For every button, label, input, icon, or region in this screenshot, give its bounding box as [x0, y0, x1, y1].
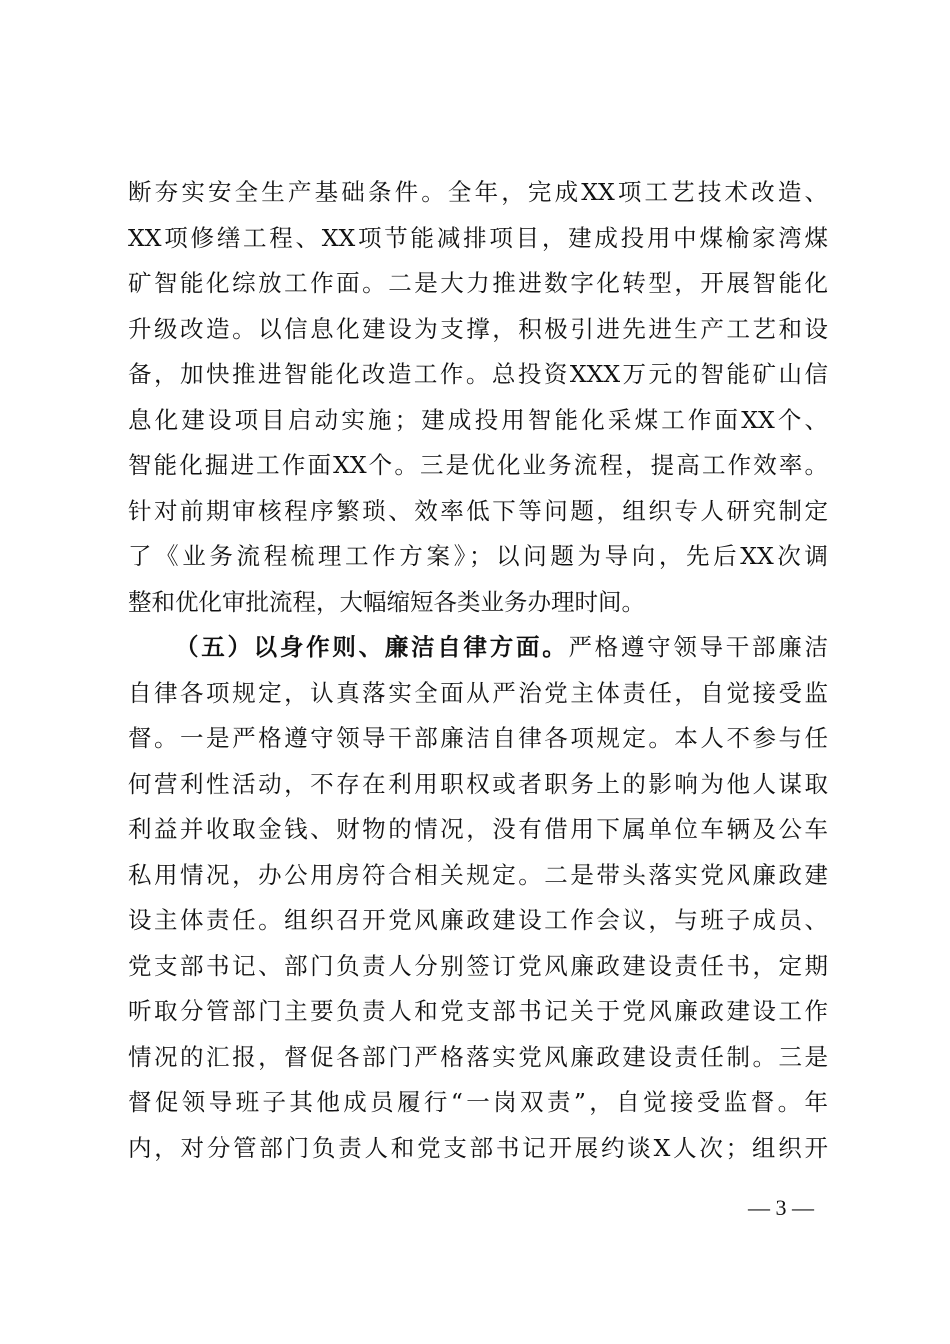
section-5-first-line-text: 严格遵守领导干部廉洁 [568, 633, 828, 661]
paragraph-line: 私用情况，办公用房符合相关规定。二是带头落实党风廉政建 [128, 860, 828, 889]
paragraph-line: 备，加快推进智能化改造工作。总投资XXX万元的智能矿山信 [128, 360, 828, 388]
paragraph-line: 自律各项规定，认真落实全面从严治党主体责任，自觉接受监 [128, 678, 828, 707]
paragraph-line: 设主体责任。组织召开党风廉政建设工作会议，与班子成员、 [128, 906, 828, 934]
paragraph-line: 升级改造。以信息化建设为支撑，积极引进先进生产工艺和设 [128, 314, 828, 343]
body-text [128, 170, 828, 1171]
page-number: — 3 — [748, 1195, 814, 1220]
paragraph-line: 内，对分管部门负责人和党支部书记开展约谈X人次；组织开 [128, 1133, 828, 1162]
paragraph-line: 断夯实安全生产基础条件。全年，完成XX项工艺技术改造、 [128, 178, 828, 206]
paragraph-line: XX项修缮工程、XX项节能减排项目，建成投用中煤榆家湾煤 [128, 223, 828, 252]
paragraph-line: 何营利性活动，不存在利用职权或者职务上的影响为他人谋取 [128, 769, 828, 798]
paragraph-line: 督。一是严格遵守领导干部廉洁自律各项规定。本人不参与任 [128, 724, 828, 752]
paragraph-line: 智能化掘进工作面XX个。三是优化业务流程，提高工作效率。 [128, 451, 828, 479]
paragraph-line: 整和优化审批流程，大幅缩短各类业务办理时间。 [128, 587, 645, 616]
paragraph-line: 党支部书记、部门负责人分别签订党风廉政建设责任书，定期 [128, 951, 828, 980]
paragraph-line: 利益并收取金钱、财物的情况，没有借用下属单位车辆及公车 [128, 815, 828, 843]
paragraph-line: 情况的汇报，督促各部门严格落实党风廉政建设责任制。三是 [128, 1042, 828, 1071]
paragraph-line: 了《业务流程梳理工作方案》；以问题为导向，先后XX次调 [128, 542, 828, 570]
paragraph-line: 针对前期审核程序繁琐、效率低下等问题，组织专人研究制定 [128, 496, 828, 525]
paragraph-line: 听取分管部门主要负责人和党支部书记关于党风廉政建设工作 [128, 997, 828, 1025]
section-5-first-line [128, 625, 828, 671]
paragraph-line: 督促领导班子其他成员履行“一岗双责”，自觉接受监督。年 [128, 1088, 828, 1116]
paragraph-line: 息化建设项目启动实施；建成投用智能化采煤工作面XX个、 [128, 405, 828, 434]
paragraph-line: 矿智能化综放工作面。二是大力推进数字化转型，开展智能化 [128, 269, 828, 297]
section-5-heading: （五）以身作则、廉洁自律方面。 [175, 633, 569, 661]
